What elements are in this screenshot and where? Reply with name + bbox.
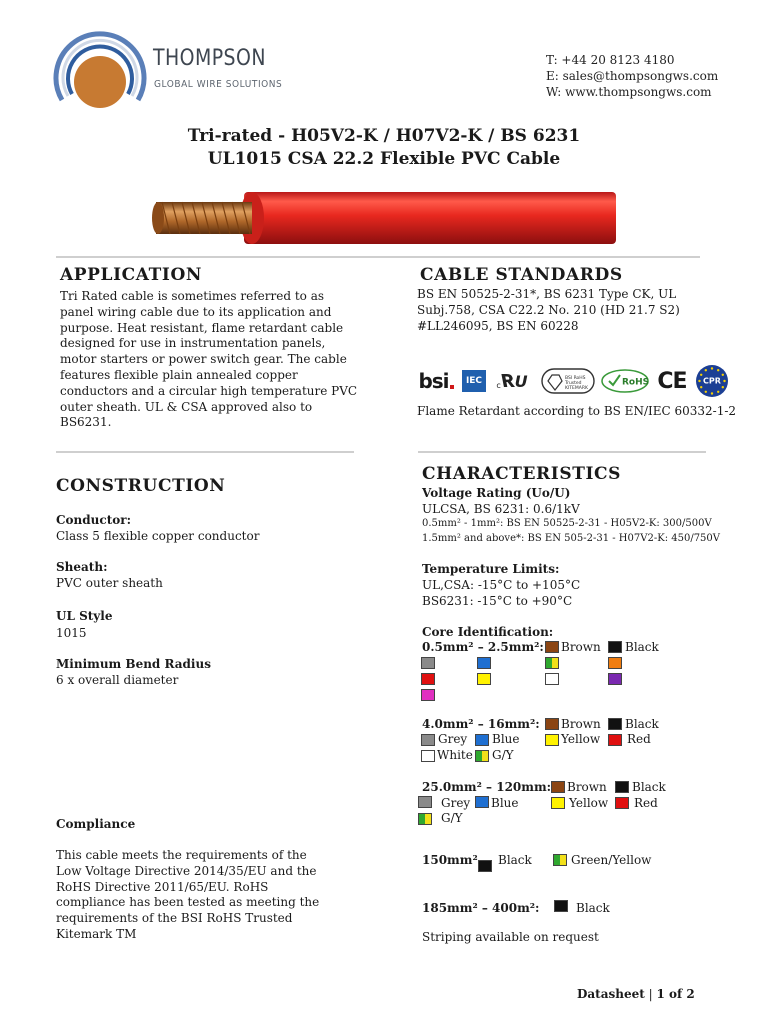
core-range-4-16: 4.0mm² – 16mm²: [422, 717, 540, 731]
yellow-label: Yellow [561, 732, 601, 746]
application-text: Tri Rated cable is sometimes referred to as panel wiring cable due to its application and purpose. Heat resistant, flame retardant cable designed for use in instrumentation panels, motor starters or power switch gear. The cable features flexible plain annealed copper conductors and a circular high temperature PVC outer sheath. UL & CSA approved also to BS6231. [60, 289, 358, 430]
core-range-0-5-2-5: 0.5mm² – 2.5mm²: [422, 640, 544, 654]
iec-logo-icon: IEC [462, 370, 486, 392]
divider [418, 451, 706, 453]
voltage-rating-label: Voltage Rating (Uo/U) [422, 486, 571, 500]
red-label: Red [634, 796, 658, 810]
footer-separator: | [644, 987, 657, 1001]
black-swatch [608, 718, 622, 730]
brown-swatch [545, 718, 559, 730]
contact-block [546, 52, 718, 100]
yellow-swatch [551, 797, 565, 809]
page-footer [577, 987, 695, 1001]
flame-retardant-note: Flame Retardant according to BS EN/IEC 60332-1-2 [417, 404, 737, 418]
bsi-logo-icon: bsi [417, 366, 455, 396]
footer-page-number: 1 of 2 [656, 987, 695, 1001]
conductor-value: Class 5 flexible copper conductor [56, 529, 260, 543]
svg-text:CPR: CPR [703, 376, 721, 386]
green-yellow-label: Green/Yellow [571, 853, 652, 867]
white-label: White [437, 748, 473, 762]
gy-label: G/Y [492, 748, 514, 762]
temperature-limits-label: Temperature Limits: [422, 562, 560, 576]
yellow-label: Yellow [569, 796, 609, 810]
brown-swatch [545, 641, 559, 653]
black-label: Black [625, 640, 659, 654]
orange-swatch [608, 657, 622, 669]
blue-swatch [475, 734, 489, 746]
red-swatch [608, 734, 622, 746]
black-label: Black [576, 901, 610, 915]
divider [56, 256, 700, 258]
cpr-logo-icon [693, 364, 731, 398]
white-swatch [545, 673, 559, 685]
green-yellow-swatch [553, 854, 567, 866]
compliance-text: This cable meets the requirements of the Low Voltage Directive 2014/35/EU and the RoHS Directive 2011/65/EU. RoHS compliance has been tested as meeting the requirements of the BSI RoHS Trusted Kitemark TM [56, 848, 320, 941]
green-yellow-swatch [475, 750, 489, 762]
black-label: Black [632, 780, 666, 794]
red-swatch [615, 797, 629, 809]
product-title-line1: Tri-rated - H05V2-K / H07V2-K / BS 6231 [187, 126, 581, 146]
application-heading: APPLICATION [60, 265, 203, 285]
brown-label: Brown [567, 780, 607, 794]
svg-text:KITEMARK: KITEMARK [565, 386, 588, 391]
ce-mark-icon: CE [657, 368, 687, 394]
compliance-heading: Compliance [56, 817, 136, 831]
cable-standards-text: BS EN 50525-2-31*, BS 6231 Type CK, UL Subj.758, CSA C22.2 No. 210 (HD 21.7 S2) #LL246095, BS EN 60228 [417, 287, 680, 333]
svg-text:RoHS: RoHS [622, 377, 650, 388]
brand-tagline: GLOBAL WIRE SOLUTIONS [154, 79, 283, 90]
divider [56, 451, 354, 453]
blue-label: Blue [491, 796, 519, 810]
grey-swatch [418, 796, 432, 808]
thompson-logo-icon [52, 30, 148, 126]
grey-swatch [421, 734, 435, 746]
core-range-150: 150mm² [422, 853, 478, 867]
green-yellow-swatch [545, 657, 559, 669]
brown-swatch [551, 781, 565, 793]
red-label: Red [627, 732, 651, 746]
bsi-kitemark-logo-icon [540, 366, 596, 396]
yellow-swatch [477, 673, 491, 685]
product-title-line2: UL1015 CSA 22.2 Flexible PVC Cable [207, 149, 561, 169]
core-range-185-400: 185mm² – 400m²: [422, 901, 540, 915]
ul-recognized-logo-icon: c Я U [496, 370, 528, 392]
blue-label: Blue [492, 732, 520, 746]
ul-style-value: 1015 [56, 626, 87, 640]
brown-label: Brown [561, 640, 601, 654]
svg-text:Trusted: Trusted [565, 381, 582, 386]
red-swatch [421, 673, 435, 685]
temperature-bs6231: BS6231: -15°C to +90°C [422, 594, 573, 608]
voltage-rating-value: ULCSA, BS 6231: 0.6/1kV [422, 502, 580, 516]
bend-radius-label: Minimum Bend Radius [56, 657, 211, 671]
temperature-ulcsa: UL,CSA: -15°C to +105°C [422, 578, 581, 592]
contact-phone: T: +44 20 8123 4180 [546, 53, 675, 67]
voltage-note-2: 1.5mm² and above*: BS EN 505-2-31 - H07V2-K: 450/750V [422, 533, 721, 544]
striping-note: Striping available on request [422, 930, 599, 944]
black-label: Black [498, 853, 532, 867]
black-swatch [615, 781, 629, 793]
grey-label: Grey [438, 732, 468, 746]
cable-standards-heading: CABLE STANDARDS [420, 265, 623, 285]
white-swatch [421, 750, 435, 762]
gy-label: G/Y [441, 811, 463, 825]
contact-website[interactable]: W: www.thompsongws.com [546, 85, 712, 99]
bend-radius-value: 6 x overall diameter [56, 673, 179, 687]
voltage-note-1: 0.5mm² - 1mm²: BS EN 50525-2-31 - H05V2-K: 300/500V [422, 518, 712, 529]
sheath-value: PVC outer sheath [56, 576, 163, 590]
black-swatch [554, 900, 568, 912]
core-identification-label: Core Identification: [422, 625, 554, 639]
blue-swatch [477, 657, 491, 669]
brown-label: Brown [561, 717, 601, 731]
purple-swatch [608, 673, 622, 685]
sheath-label: Sheath: [56, 560, 108, 574]
construction-heading: CONSTRUCTION [56, 476, 226, 496]
ul-style-label: UL Style [56, 609, 113, 623]
grey-swatch [421, 657, 435, 669]
footer-label: Datasheet [577, 987, 645, 1001]
rohs-logo-icon [600, 366, 650, 396]
blue-swatch [475, 796, 489, 808]
grey-label: Grey [441, 796, 471, 810]
pink-swatch [421, 689, 435, 701]
contact-email[interactable]: E: sales@thompsongws.com [546, 69, 719, 83]
conductor-label: Conductor: [56, 513, 131, 527]
cable-image [148, 186, 618, 250]
brand-name: THOMPSON [153, 46, 266, 71]
black-label: Black [625, 717, 659, 731]
yellow-swatch [545, 734, 559, 746]
svg-text:BSI RoHS: BSI RoHS [565, 376, 586, 381]
core-range-25-120: 25.0mm² – 120mm: [422, 780, 552, 794]
black-swatch [478, 860, 492, 872]
green-yellow-swatch [418, 813, 432, 825]
characteristics-heading: CHARACTERISTICS [422, 464, 622, 484]
black-swatch [608, 641, 622, 653]
